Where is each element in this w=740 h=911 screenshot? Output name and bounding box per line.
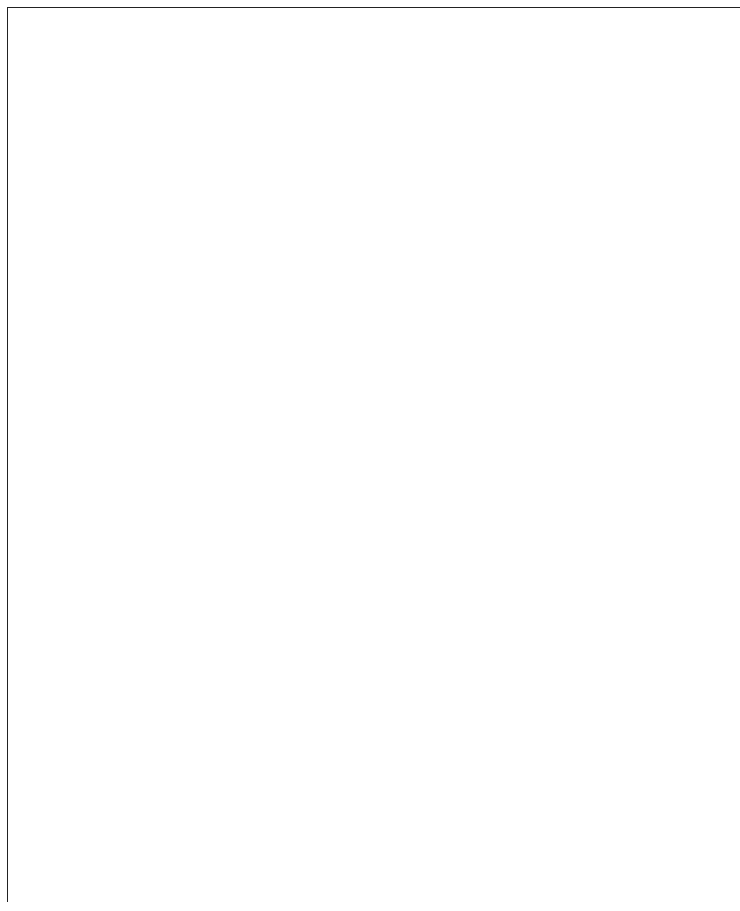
table-frame — [7, 7, 740, 902]
